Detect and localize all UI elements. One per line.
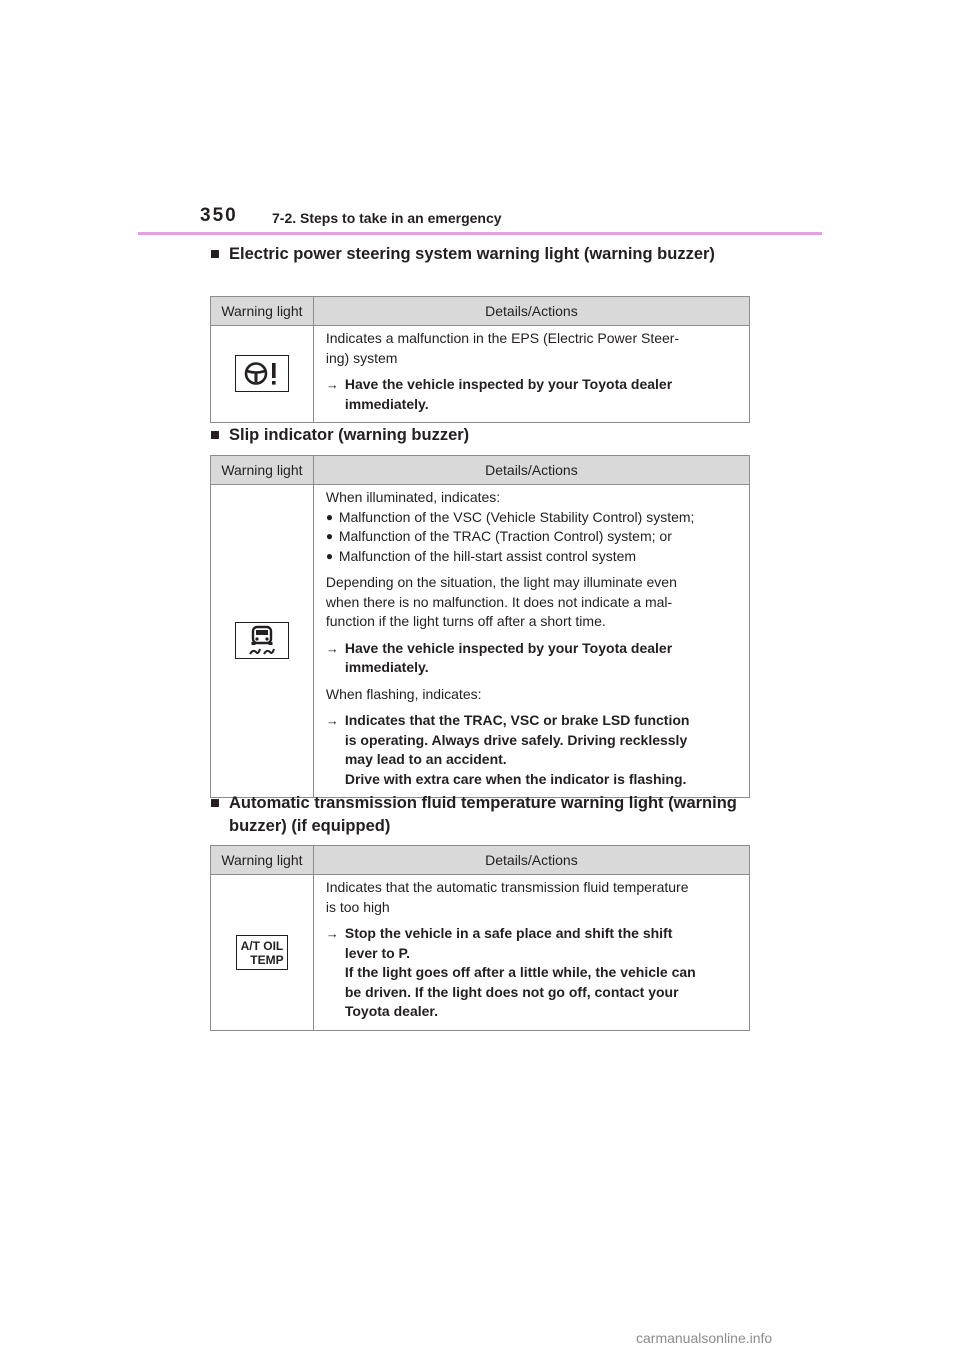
header-rule	[138, 232, 822, 235]
bullet-item: ● Malfunction of the TRAC (Traction Control) system; or	[326, 527, 745, 547]
slip-table	[210, 455, 750, 798]
steering-wheel-exclamation-icon	[235, 355, 289, 392]
at-action-line-2: lever to P.	[344, 944, 410, 961]
slip-flash-intro: When flashing, indicates:	[325, 685, 482, 702]
at-action-line-3: If the light goes off after a little while, the vehicle can	[344, 964, 696, 980]
slip-intro: When illuminated, indicates:	[325, 489, 501, 505]
slip-action2-line-2: is operating. Always drive safely. Driving recklessly	[344, 731, 688, 748]
vehicle-skid-icon	[235, 622, 289, 659]
at-action-line-4: be driven. If the light does not go off, contact your	[344, 983, 679, 1000]
at-oil-temp-table	[210, 845, 750, 1031]
slip-action2-line-4: Drive with extra care when the indicator is flashing.	[344, 770, 687, 787]
section-title-slip: ■ Slip indicator (warning buzzer)	[210, 424, 750, 447]
col-header-details: Details/Actions	[313, 846, 749, 875]
section-title-eps: ■ Electric power steering system warning light (warning buzzer)	[210, 243, 750, 266]
page-header	[200, 205, 820, 235]
col-header-warning-light: Warning light	[211, 456, 314, 485]
col-header-warning-light: Warning light	[211, 846, 314, 875]
eps-desc-line-2: ing) system	[325, 349, 398, 366]
square-bullet-icon: ■	[210, 245, 220, 263]
at-action-line-1: Stop the vehicle in a safe place and shift the shift	[344, 925, 673, 941]
square-bullet-icon: ■	[210, 426, 220, 444]
chapter-title: 7-2. Steps to take in an emergency	[272, 210, 502, 226]
bullet-dot-icon: ●	[325, 548, 334, 563]
slip-para-line-1: Depending on the situation, the light may illuminate even	[325, 574, 677, 590]
arrow-icon: →	[325, 713, 339, 728]
square-bullet-icon: ■	[210, 794, 220, 812]
col-header-details: Details/Actions	[313, 297, 749, 326]
slip-para-line-2: when there is no malfunction. It does not indicate a mal-	[325, 593, 673, 610]
slip-action2-line-3: may lead to an accident.	[344, 751, 507, 767]
bullet-dot-icon: ●	[325, 529, 334, 543]
at-oil-temp-icon: A/T OIL TEMP	[236, 935, 288, 970]
section-title-at-oil-temp: ■ Automatic transmission fluid temperature warning light (warning buzzer) (if equipped)	[210, 794, 737, 835]
eps-table	[210, 296, 750, 423]
watermark-footer[interactable]: carmanualsonline.info	[636, 1330, 773, 1346]
slip-action1-line-2: immediately.	[344, 659, 429, 675]
bullet-item: ● Malfunction of the VSC (Vehicle Stability Control) system;	[326, 508, 745, 528]
eps-action-line-2: immediately.	[344, 395, 429, 412]
eps-desc-line-1: Indicates a malfunction in the EPS (Electric Power Steer-	[325, 330, 680, 346]
page-number: 350	[200, 205, 238, 226]
slip-action1-line-1: Have the vehicle inspected by your Toyota dealer	[344, 639, 673, 656]
eps-action-line-1: Have the vehicle inspected by your Toyota dealer	[344, 376, 673, 392]
slip-para-line-3: function if the light turns off after a short time.	[325, 613, 606, 629]
slip-action2-line-1: Indicates that the TRAC, VSC or brake LSD function	[344, 712, 690, 728]
at-desc-line-2: is too high	[325, 898, 390, 915]
arrow-icon: →	[325, 377, 339, 392]
col-header-warning-light: Warning light	[211, 297, 314, 326]
at-desc-line-1: Indicates that the automatic transmission fluid temperature	[325, 879, 689, 895]
arrow-icon: →	[325, 926, 339, 941]
bullet-item: ● Malfunction of the hill-start assist control system	[326, 547, 745, 567]
arrow-icon: →	[325, 640, 339, 656]
bullet-dot-icon: ●	[325, 509, 334, 524]
col-header-details: Details/Actions	[313, 456, 749, 485]
at-action-line-5: Toyota dealer.	[344, 1003, 438, 1019]
